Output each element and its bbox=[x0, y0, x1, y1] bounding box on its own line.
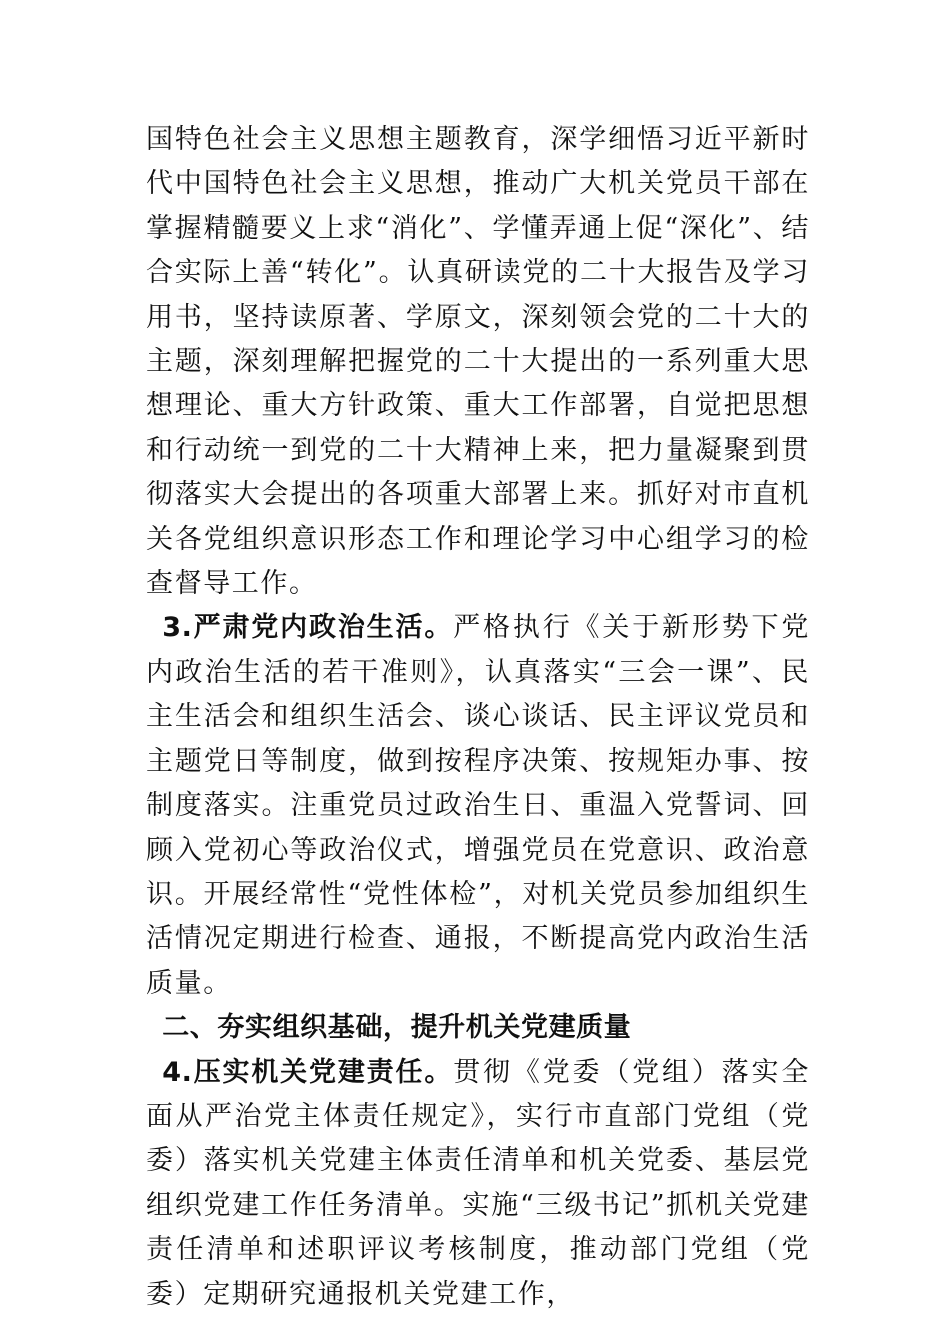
item-4-body: 贯彻《党委（党组）落实全面从严治党主体责任规定》，实行市直部门党组（党委）落实机关党建主体责任清单和机关党委、基层党组织党建工作任务清单。实施“三级书记”抓机关党建责任清单和述职评议考核制度，推动部门党组（党委）定期研究通报机关党建工作， bbox=[146, 1056, 810, 1310]
item-4-title: 4.压实机关党建责任。 bbox=[162, 1056, 454, 1088]
item-3-body: 严格执行《关于新形势下党内政治生活的若干准则》，认真落实“三会一课”、民主生活会和组织生活会、谈心谈话、民主评议党员和主题党日等制度，做到按程序决策、按规矩办事、按制度落实。注重党员过政治生日、重温入党誓词、回顾入党初心等政治仪式，增强党员在党意识、政治意识。开展经常性“党性体检”，对机关党员参加组织生活情况定期进行检查、通报，不断提高党内政治生活质量。 bbox=[146, 612, 810, 999]
item-3-paragraph bbox=[146, 606, 810, 1006]
section-2-heading: 二、夯实组织基础，提升机关党建质量 bbox=[162, 1012, 632, 1044]
document-body bbox=[146, 118, 810, 1317]
item-3-title: 3.严肃党内政治生活。 bbox=[162, 612, 454, 644]
item-4-paragraph bbox=[146, 1051, 810, 1317]
paragraph-theory-study: 国特色社会主义思想主题教育，深学细悟习近平新时代中国特色社会主义思想，推动广大机关党员干部在掌握精髓要义上求“消化”、学懂弄通上促“深化”、结合实际上善“转化”。认真研读党的二十大报告及学习用书，坚持读原著、学原文，深刻领会党的二十大的主题，深刻理解把握党的二十大提出的一系列重大思想理论、重大方针政策、重大工作部署，自觉把思想和行动统一到党的二十大精神上来，把力量凝聚到贯彻落实大会提出的各项重大部署上来。抓好对市直机关各党组织意识形态工作和理论学习中心组学习的检查督导工作。 bbox=[146, 124, 810, 600]
